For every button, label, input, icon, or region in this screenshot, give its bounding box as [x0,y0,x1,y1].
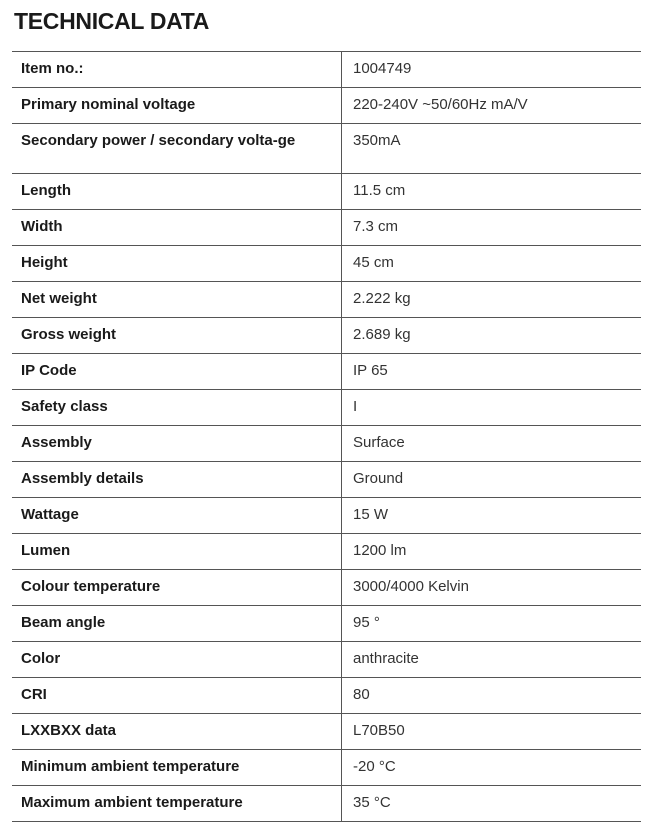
row-value: 7.3 cm [342,210,642,246]
row-value: 2.689 kg [342,318,642,354]
row-value: 1200 lm [342,534,642,570]
table-row [12,642,641,678]
table-row [12,354,641,390]
row-label: Primary nominal voltage [12,88,342,124]
table-row [12,246,641,282]
row-value: IP 65 [342,354,642,390]
table-row [12,426,641,462]
table-row [12,462,641,498]
table-row [12,210,641,246]
table-row [12,750,641,786]
row-value: 1004749 [342,52,642,88]
table-row [12,678,641,714]
row-value: 220-240V ~50/60Hz mA/V [342,88,642,124]
row-label: Assembly [12,426,342,462]
table-row [12,606,641,642]
row-label: Colour temperature [12,570,342,606]
row-value: 2.222 kg [342,282,642,318]
row-label: LXXBXX data [12,714,342,750]
table-row [12,570,641,606]
row-label: Lumen [12,534,342,570]
row-value: anthracite [342,642,642,678]
table-row [12,390,641,426]
table-row [12,786,641,822]
technical-data-table [12,51,641,822]
row-label: IP Code [12,354,342,390]
row-value: -20 °C [342,750,642,786]
table-row [12,534,641,570]
row-value: L70B50 [342,714,642,750]
row-label: Item no.: [12,52,342,88]
table-row [12,174,641,210]
table-row [12,282,641,318]
row-label: Width [12,210,342,246]
table-row [12,88,641,124]
row-label: CRI [12,678,342,714]
row-value: Ground [342,462,642,498]
row-label: Assembly details [12,462,342,498]
row-label: Length [12,174,342,210]
row-label: Minimum ambient temperature [12,750,342,786]
row-label: Wattage [12,498,342,534]
row-label: Beam angle [12,606,342,642]
row-value: 15 W [342,498,642,534]
row-label: Maximum ambient temperature [12,786,342,822]
row-label: Color [12,642,342,678]
row-value: I [342,390,642,426]
table-row [12,318,641,354]
row-value: Surface [342,426,642,462]
table-row [12,714,641,750]
table-row [12,52,641,88]
row-label: Secondary power / secondary volta-ge [12,124,342,174]
row-value: 3000/4000 Kelvin [342,570,642,606]
row-value: 350mA [342,124,642,174]
row-value: 35 °C [342,786,642,822]
row-label: Net weight [12,282,342,318]
table-row [12,124,641,174]
row-value: 11.5 cm [342,174,642,210]
row-label: Height [12,246,342,282]
row-label: Gross weight [12,318,342,354]
row-value: 80 [342,678,642,714]
page-title: TECHNICAL DATA [14,8,210,34]
row-label: Safety class [12,390,342,426]
row-value: 45 cm [342,246,642,282]
table-row [12,498,641,534]
row-value: 95 ° [342,606,642,642]
